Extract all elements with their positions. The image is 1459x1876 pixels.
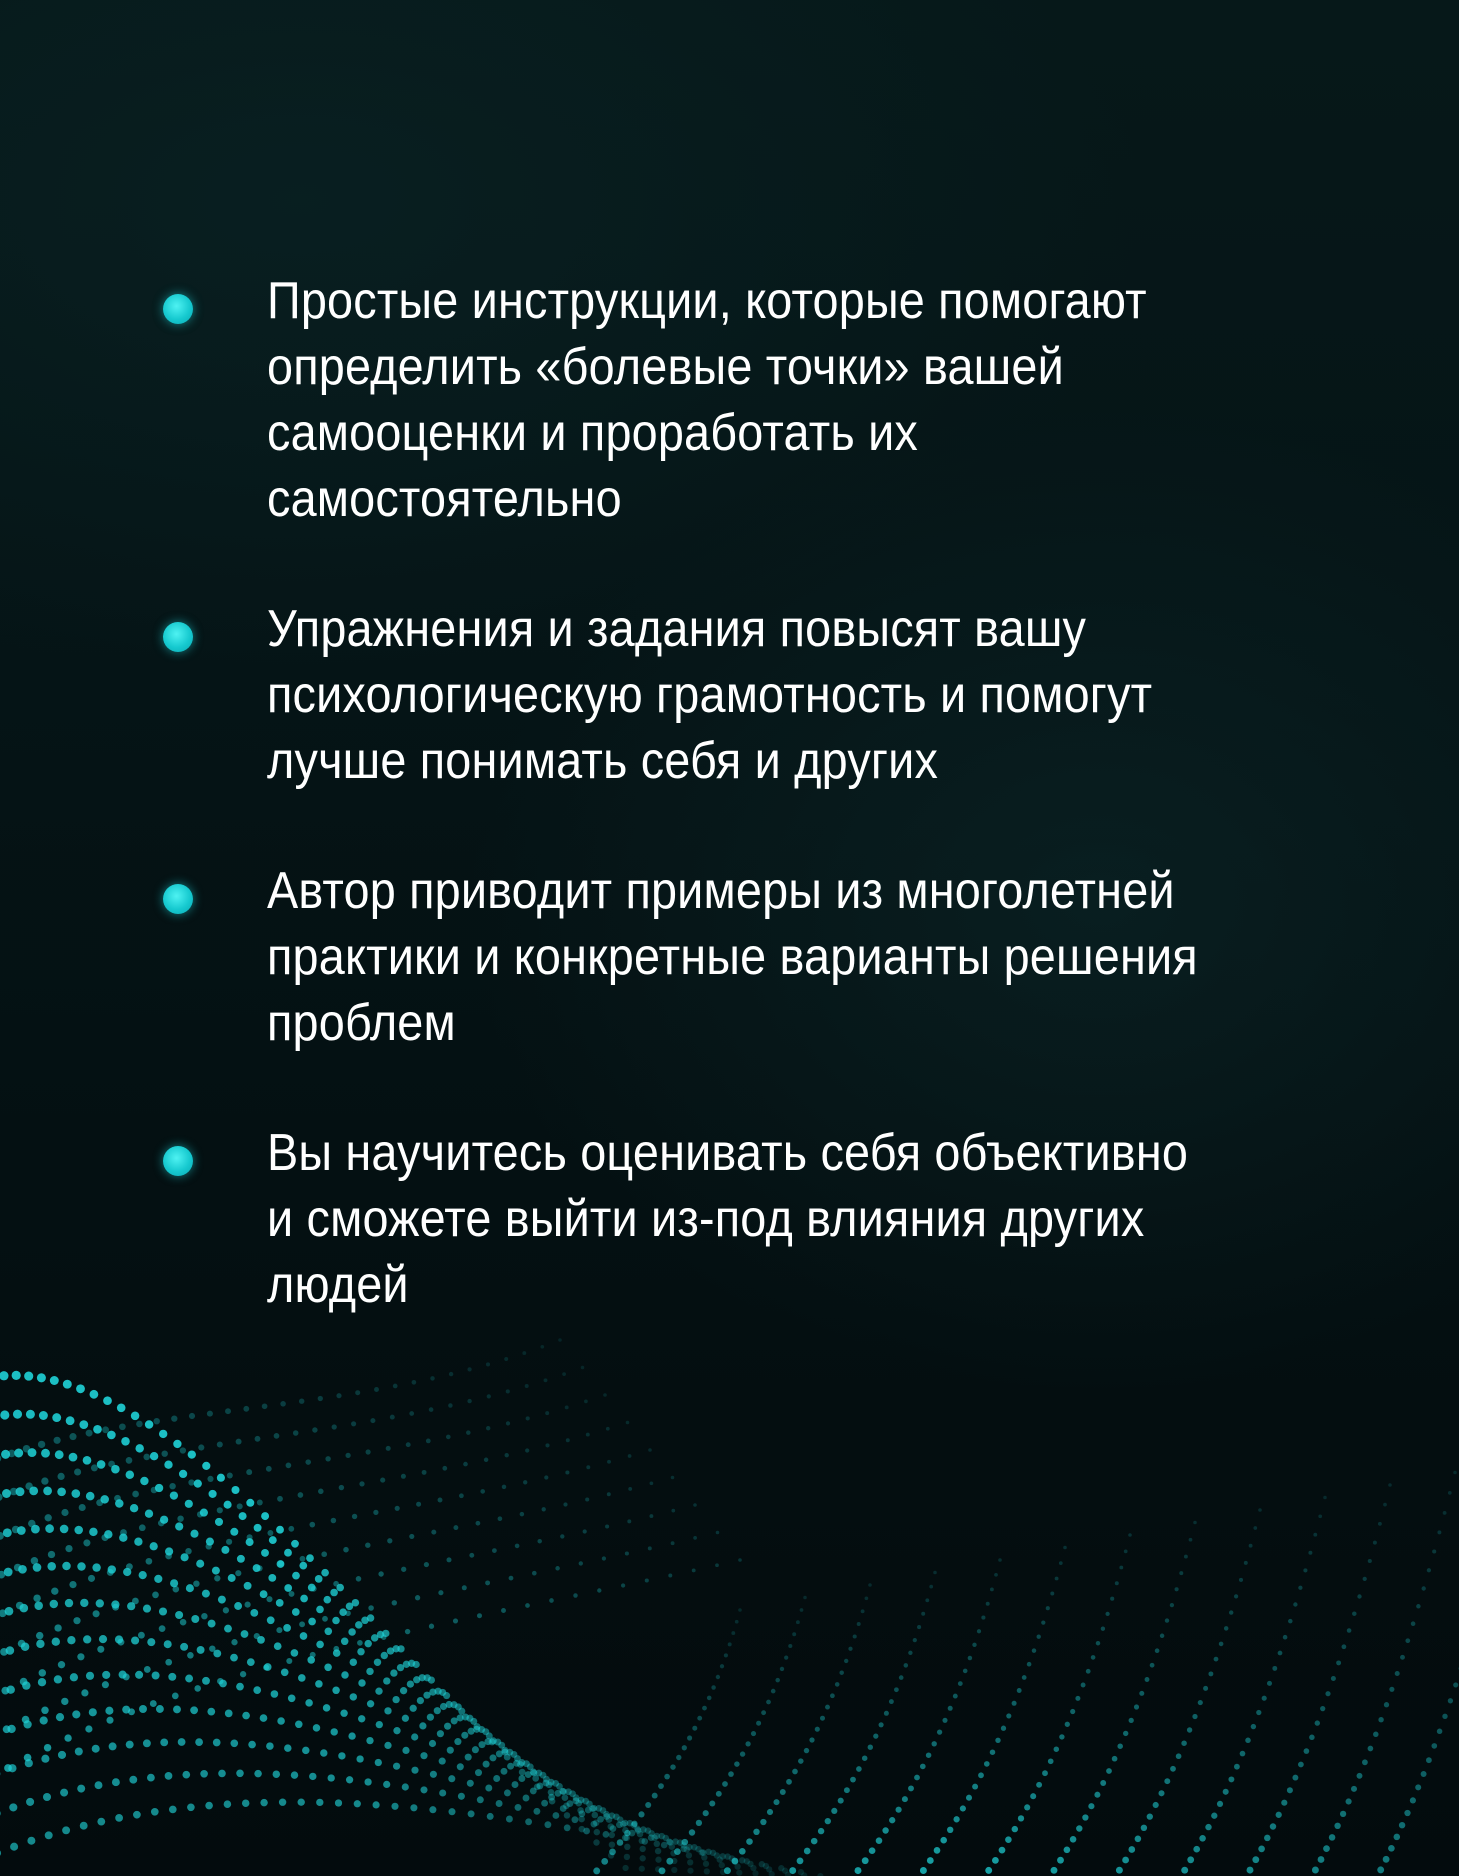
feature-item bbox=[0, 268, 1459, 532]
feature-line: Автор приводит примеры из многолетней bbox=[267, 862, 1175, 920]
feature-line: и сможете выйти из-под влияния других bbox=[267, 1190, 1145, 1248]
feature-line: людей bbox=[267, 1256, 409, 1314]
feature-line: Упражнения и задания повысят вашу bbox=[267, 600, 1087, 658]
feature-list bbox=[0, 268, 1459, 1318]
feature-text bbox=[267, 858, 1239, 1056]
feature-item bbox=[0, 858, 1459, 1056]
feature-line: определить «болевые точки» вашей bbox=[267, 338, 1064, 396]
feature-line: Простые инструкции, которые помогают bbox=[267, 272, 1147, 330]
teal-dot-icon bbox=[163, 294, 193, 324]
feature-line: Вы научитесь оценивать себя объективно bbox=[267, 1124, 1189, 1182]
feature-text bbox=[267, 596, 1239, 794]
teal-dot-icon bbox=[163, 884, 193, 914]
feature-item bbox=[0, 596, 1459, 794]
feature-text bbox=[267, 268, 1239, 532]
feature-item bbox=[0, 1120, 1459, 1318]
feature-line: лучше понимать себя и других bbox=[267, 732, 939, 790]
feature-line: самостоятельно bbox=[267, 470, 622, 528]
teal-dot-icon bbox=[163, 622, 193, 652]
feature-line: самооценки и проработать их bbox=[267, 404, 918, 462]
feature-line: практики и конкретные варианты решения bbox=[267, 928, 1198, 986]
feature-line: проблем bbox=[267, 994, 456, 1052]
feature-text bbox=[267, 1120, 1239, 1318]
teal-dot-icon bbox=[163, 1146, 193, 1176]
feature-line: психологическую грамотность и помогут bbox=[267, 666, 1153, 724]
